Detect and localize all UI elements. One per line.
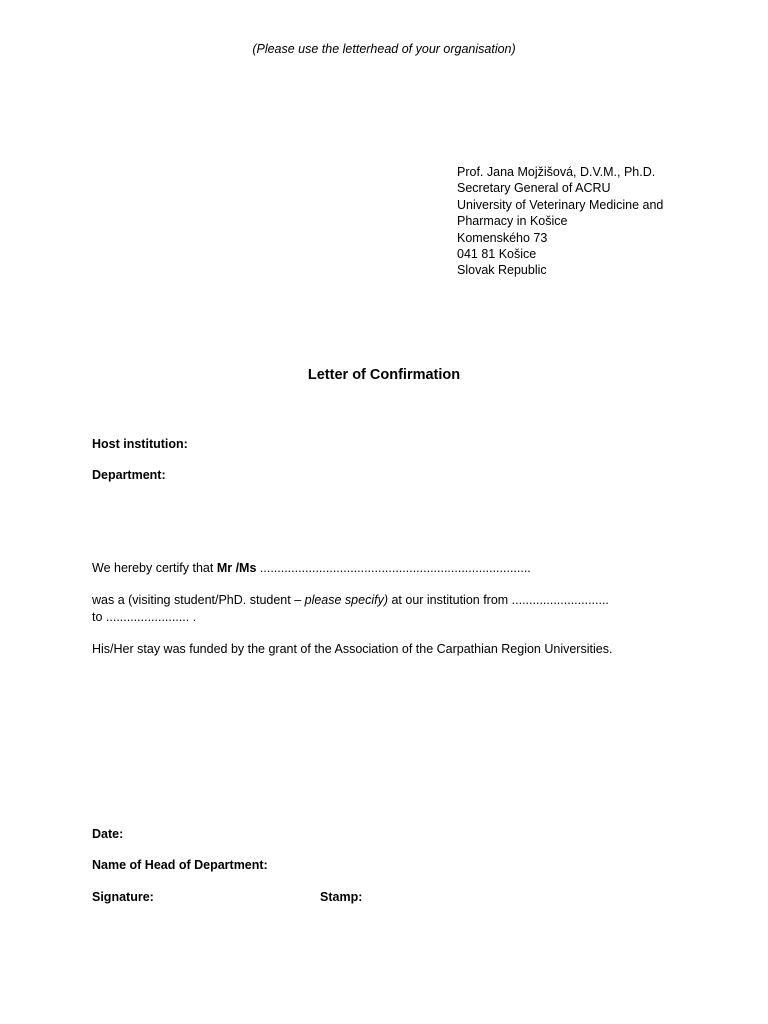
signature-label: Signature:	[92, 890, 154, 904]
visit-type-line	[92, 593, 609, 607]
letter-title: Letter of Confirmation	[307, 367, 461, 383]
address-line: Slovak Republic	[457, 263, 547, 278]
visit-type-suffix: at our institution from ............................	[388, 593, 609, 607]
date-label: Date:	[92, 827, 124, 841]
recipient-address	[457, 164, 663, 279]
certify-dots: ..............................................................................	[256, 561, 531, 575]
address-line: Pharmacy in Košice	[457, 214, 568, 229]
visit-type-prefix: was a	[92, 593, 129, 607]
stamp-label: Stamp:	[320, 890, 363, 904]
visit-type: (visiting student/PhD. student –	[128, 593, 305, 607]
letterhead-note: (Please use the letterhead of your organisation)	[252, 42, 516, 56]
head-of-department-label: Name of Head of Department:	[92, 858, 268, 872]
address-line: Prof. Jana Mojžišová, D.V.M., Ph.D.	[457, 165, 656, 179]
certify-name-label: Mr /Ms	[216, 561, 257, 575]
address-line: University of Veterinary Medicine and	[457, 197, 664, 212]
host-institution-label: Host institution:	[92, 437, 188, 451]
funding-statement: His/Her stay was funded by the grant of the Association of the Carpathian Region Universities.	[92, 642, 613, 656]
address-line: Secretary General of ACRU	[457, 181, 611, 196]
department-label: Department:	[92, 468, 166, 482]
certify-prefix: We hereby certify that	[92, 561, 217, 575]
address-line: Komenského 73	[457, 230, 548, 245]
visit-type-specify: please specify)	[304, 593, 388, 607]
address-line: 041 81 Košice	[457, 247, 537, 262]
certify-line	[92, 561, 531, 575]
visit-end-line: to ........................ .	[92, 610, 197, 624]
